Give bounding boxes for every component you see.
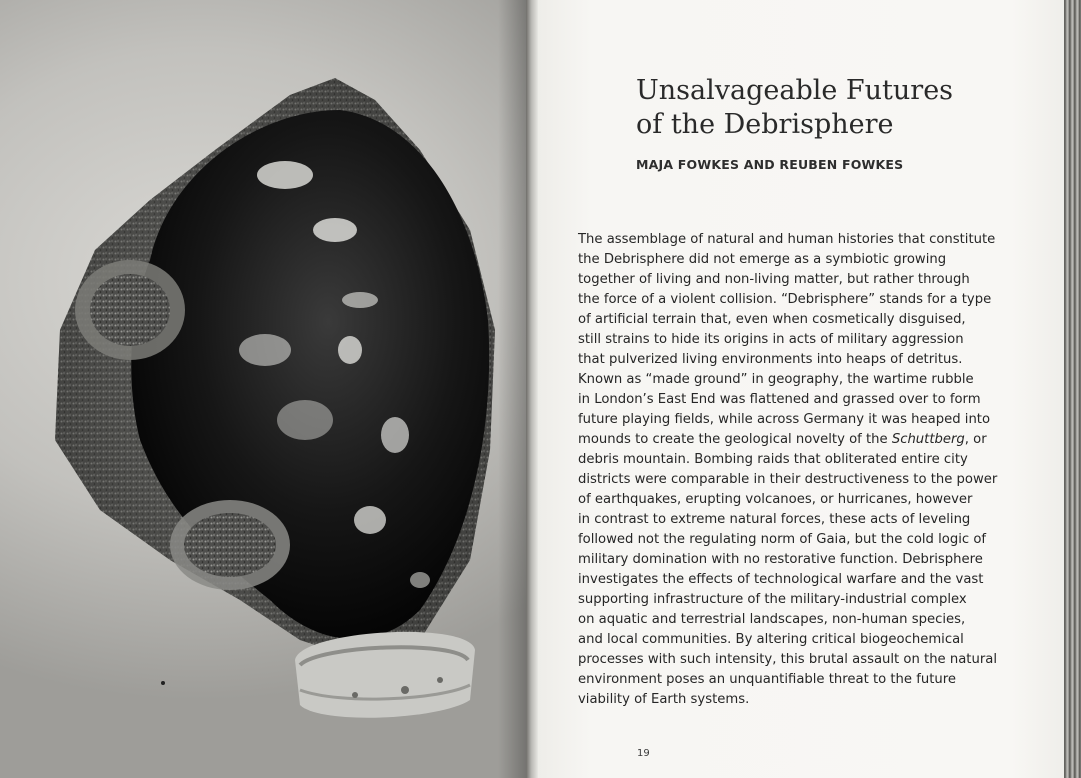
page-number: 19	[637, 748, 650, 759]
article-title	[636, 74, 1016, 142]
body-line: in contrast to extreme natural forces, these acts of leveling	[578, 512, 971, 527]
body-line-tail: , or	[964, 432, 987, 447]
body-line: future playing fields, while across Germany it was heaped into	[578, 412, 991, 427]
body-line: military domination with no restorative function. Debrisphere	[578, 552, 983, 567]
body-line: processes with such intensity, this brutal assault on the natural	[578, 652, 997, 667]
left-page-photo	[0, 0, 528, 778]
body-line: of artificial terrain that, even when cosmetically disguised,	[578, 312, 966, 327]
title-line-1: Unsalvageable Futures	[636, 75, 954, 106]
body-line: in London’s East End was flattened and grassed over to form	[578, 392, 981, 407]
body-line: the force of a violent collision. “Debrisphere” stands for a type	[578, 292, 992, 307]
italic-term-schuttberg: Schuttberg	[891, 432, 965, 447]
body-line: viability of Earth systems.	[578, 692, 750, 707]
body-line: followed not the regulating norm of Gaia, but the cold logic of	[578, 532, 987, 547]
body-line: the Debrisphere did not emerge as a symbiotic growing	[578, 252, 947, 267]
metal-ring-stand	[295, 632, 475, 718]
rock-photograph	[0, 0, 528, 778]
article-authors: MAJA FOWKES AND REUBEN FOWKES	[636, 157, 904, 172]
body-line: still strains to hide its origins in acts of military aggression	[578, 332, 964, 347]
body-line: and local communities. By altering critical biogeochemical	[578, 632, 964, 647]
body-line-text: mounds to create the geological novelty of the	[578, 432, 888, 447]
body-line: debris mountain. Bombing raids that obliterated entire city	[578, 452, 968, 467]
body-line: on aquatic and terrestrial landscapes, non-human species,	[578, 612, 966, 627]
body-line: districts were comparable in their destructiveness to the power	[578, 472, 998, 487]
right-page-text	[538, 0, 1064, 778]
book-gutter	[526, 0, 538, 778]
body-line-with-italic	[578, 430, 998, 450]
body-line: The assemblage of natural and human histories that constitute	[578, 232, 996, 247]
body-line: environment poses an unquantifiable threat to the future	[578, 672, 957, 687]
body-line: together of living and non-living matter, but rather through	[578, 272, 970, 287]
body-line: that pulverized living environments into heaps of detritus.	[578, 352, 963, 367]
body-line: Known as “made ground” in geography, the wartime rubble	[578, 372, 974, 387]
article-body	[578, 230, 998, 710]
body-line: supporting infrastructure of the military-industrial complex	[578, 592, 967, 607]
page-edge-stack	[1064, 0, 1081, 778]
body-line: of earthquakes, erupting volcanoes, or hurricanes, however	[578, 492, 973, 507]
body-line: investigates the effects of technological warfare and the vast	[578, 572, 984, 587]
title-line-2: of the Debrisphere	[636, 109, 894, 140]
